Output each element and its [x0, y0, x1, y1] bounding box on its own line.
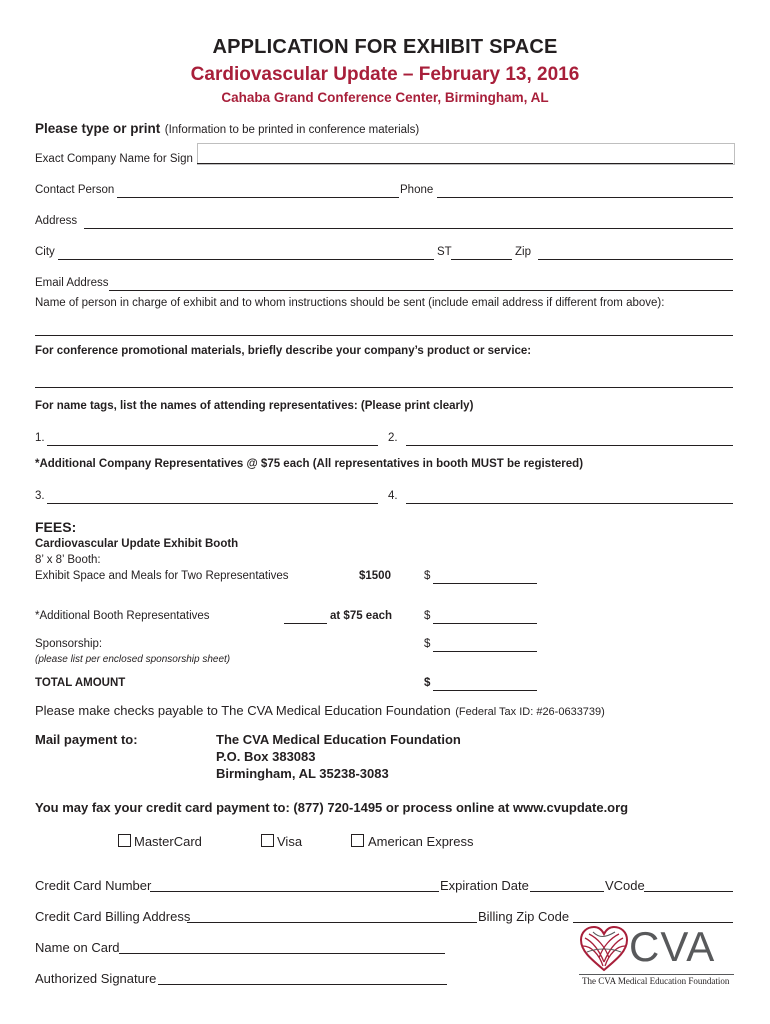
rep2-field[interactable]: [406, 431, 733, 446]
checks-main: Please make checks payable to The CVA Medical Education Foundation: [35, 703, 451, 718]
name-on-card-field[interactable]: [119, 939, 445, 954]
total-label: TOTAL AMOUNT: [35, 677, 126, 689]
promo-label: For conference promotional materials, briefly describe your company’s product or service:: [35, 345, 532, 357]
state-field[interactable]: [451, 245, 512, 260]
phone-label: Phone: [400, 184, 434, 196]
event-subtitle: Cardiovascular Update – February 13, 2016: [190, 64, 580, 85]
booth-amount-field[interactable]: [433, 569, 537, 584]
mastercard-checkbox[interactable]: [118, 834, 131, 847]
billing-zip-label: Billing Zip Code: [478, 909, 570, 924]
signature-label: Authorized Signature: [35, 971, 157, 986]
additional-reps-label: *Additional Company Representatives @ $75 each (All representatives in booth MUST be registered): [35, 458, 584, 470]
fees-heading: FEES:: [35, 519, 77, 535]
page-title: APPLICATION FOR EXHIBIT SPACE: [212, 36, 558, 58]
rep4-field[interactable]: [406, 489, 733, 504]
signature-field[interactable]: [158, 970, 447, 985]
company-name-field[interactable]: [197, 143, 735, 165]
exhibit-contact-field[interactable]: [35, 321, 733, 336]
additional-booth-rate: at $75 each: [330, 610, 393, 622]
amex-label: American Express: [368, 834, 474, 849]
booth-size: 8’ x 8’ Booth:: [35, 554, 101, 566]
billing-zip-field[interactable]: [573, 908, 733, 923]
name-tags-label: For name tags, list the names of attending representatives: (Please print clearly): [35, 400, 474, 412]
checks-payable: [35, 702, 605, 720]
billing-address-field[interactable]: [187, 908, 477, 923]
mastercard-label: MasterCard: [134, 834, 202, 849]
booth-price: $1500: [359, 570, 391, 582]
phone-field[interactable]: [437, 183, 733, 198]
city-label: City: [35, 246, 55, 258]
email-label: Email Address: [35, 277, 109, 289]
cva-logo: [579, 923, 734, 988]
additional-dollar: $: [424, 610, 431, 622]
sponsorship-label: Sponsorship:: [35, 638, 103, 650]
booth-desc: Exhibit Space and Meals for Two Representatives: [35, 570, 289, 582]
additional-amount-field[interactable]: [433, 609, 537, 624]
visa-label: Visa: [277, 834, 303, 849]
zip-field[interactable]: [538, 245, 733, 260]
total-dollar: $: [424, 677, 431, 689]
additional-booth-label: *Additional Booth Representatives: [35, 610, 210, 622]
mail-line1: The CVA Medical Education Foundation: [216, 732, 461, 747]
amex-checkbox[interactable]: [351, 834, 364, 847]
logo-text: CVA: [629, 923, 716, 970]
rep1-field[interactable]: [47, 431, 378, 446]
zip-label: Zip: [515, 246, 531, 258]
instructions: [35, 120, 419, 138]
billing-address-label: Credit Card Billing Address: [35, 909, 191, 924]
promo-field[interactable]: [35, 373, 733, 388]
rep2-label: 2.: [388, 432, 398, 444]
state-label: ST: [437, 246, 452, 258]
card-number-field[interactable]: [150, 877, 439, 892]
address-field[interactable]: [84, 214, 733, 229]
address-label: Address: [35, 215, 78, 227]
additional-booth-qty-field[interactable]: [284, 609, 327, 624]
rep4-label: 4.: [388, 490, 398, 502]
booth-title: Cardiovascular Update Exhibit Booth: [35, 538, 239, 550]
sponsorship-amount-field[interactable]: [433, 637, 537, 652]
exhibit-contact-label: Name of person in charge of exhibit and to whom instructions should be sent (include email address if different from above):: [35, 297, 665, 309]
fax-line: You may fax your credit card payment to: (877) 720-1495 or process online at www.cvupdate.org: [35, 800, 629, 815]
vcode-field[interactable]: [644, 877, 733, 892]
heart-icon: [579, 926, 629, 972]
sponsorship-note: (please list per enclosed sponsorship sheet): [35, 654, 231, 665]
vcode-label: VCode: [605, 878, 645, 893]
contact-person-field[interactable]: [117, 183, 399, 198]
mail-line2: P.O. Box 383083: [216, 749, 316, 764]
company-name-label: Exact Company Name for Sign: [35, 153, 193, 165]
expiration-label: Expiration Date: [440, 878, 529, 893]
name-on-card-label: Name on Card: [35, 940, 120, 955]
instructions-note: (Information to be printed in conference materials): [164, 124, 420, 136]
logo-tagline: The CVA Medical Education Foundation: [582, 976, 730, 986]
rep3-field[interactable]: [47, 489, 378, 504]
city-field[interactable]: [58, 245, 434, 260]
mail-label: Mail payment to:: [35, 732, 138, 747]
email-field[interactable]: [109, 276, 733, 291]
total-amount-field[interactable]: [433, 676, 537, 691]
checks-tax-id: (Federal Tax ID: #26-0633739): [455, 706, 605, 718]
expiration-field[interactable]: [530, 877, 604, 892]
rep3-label: 3.: [35, 490, 45, 502]
contact-person-label: Contact Person: [35, 184, 115, 196]
mail-line3: Birmingham, AL 35238-3083: [216, 766, 389, 781]
visa-checkbox[interactable]: [261, 834, 274, 847]
booth-dollar: $: [424, 570, 431, 582]
logo-rule: [579, 974, 734, 975]
venue-line: Cahaba Grand Conference Center, Birmingham, AL: [221, 90, 549, 105]
company-name-underline: [197, 163, 733, 164]
instructions-bold: Please type or print: [35, 121, 161, 136]
rep1-label: 1.: [35, 432, 45, 444]
card-number-label: Credit Card Number: [35, 878, 152, 893]
sponsorship-dollar: $: [424, 638, 431, 650]
